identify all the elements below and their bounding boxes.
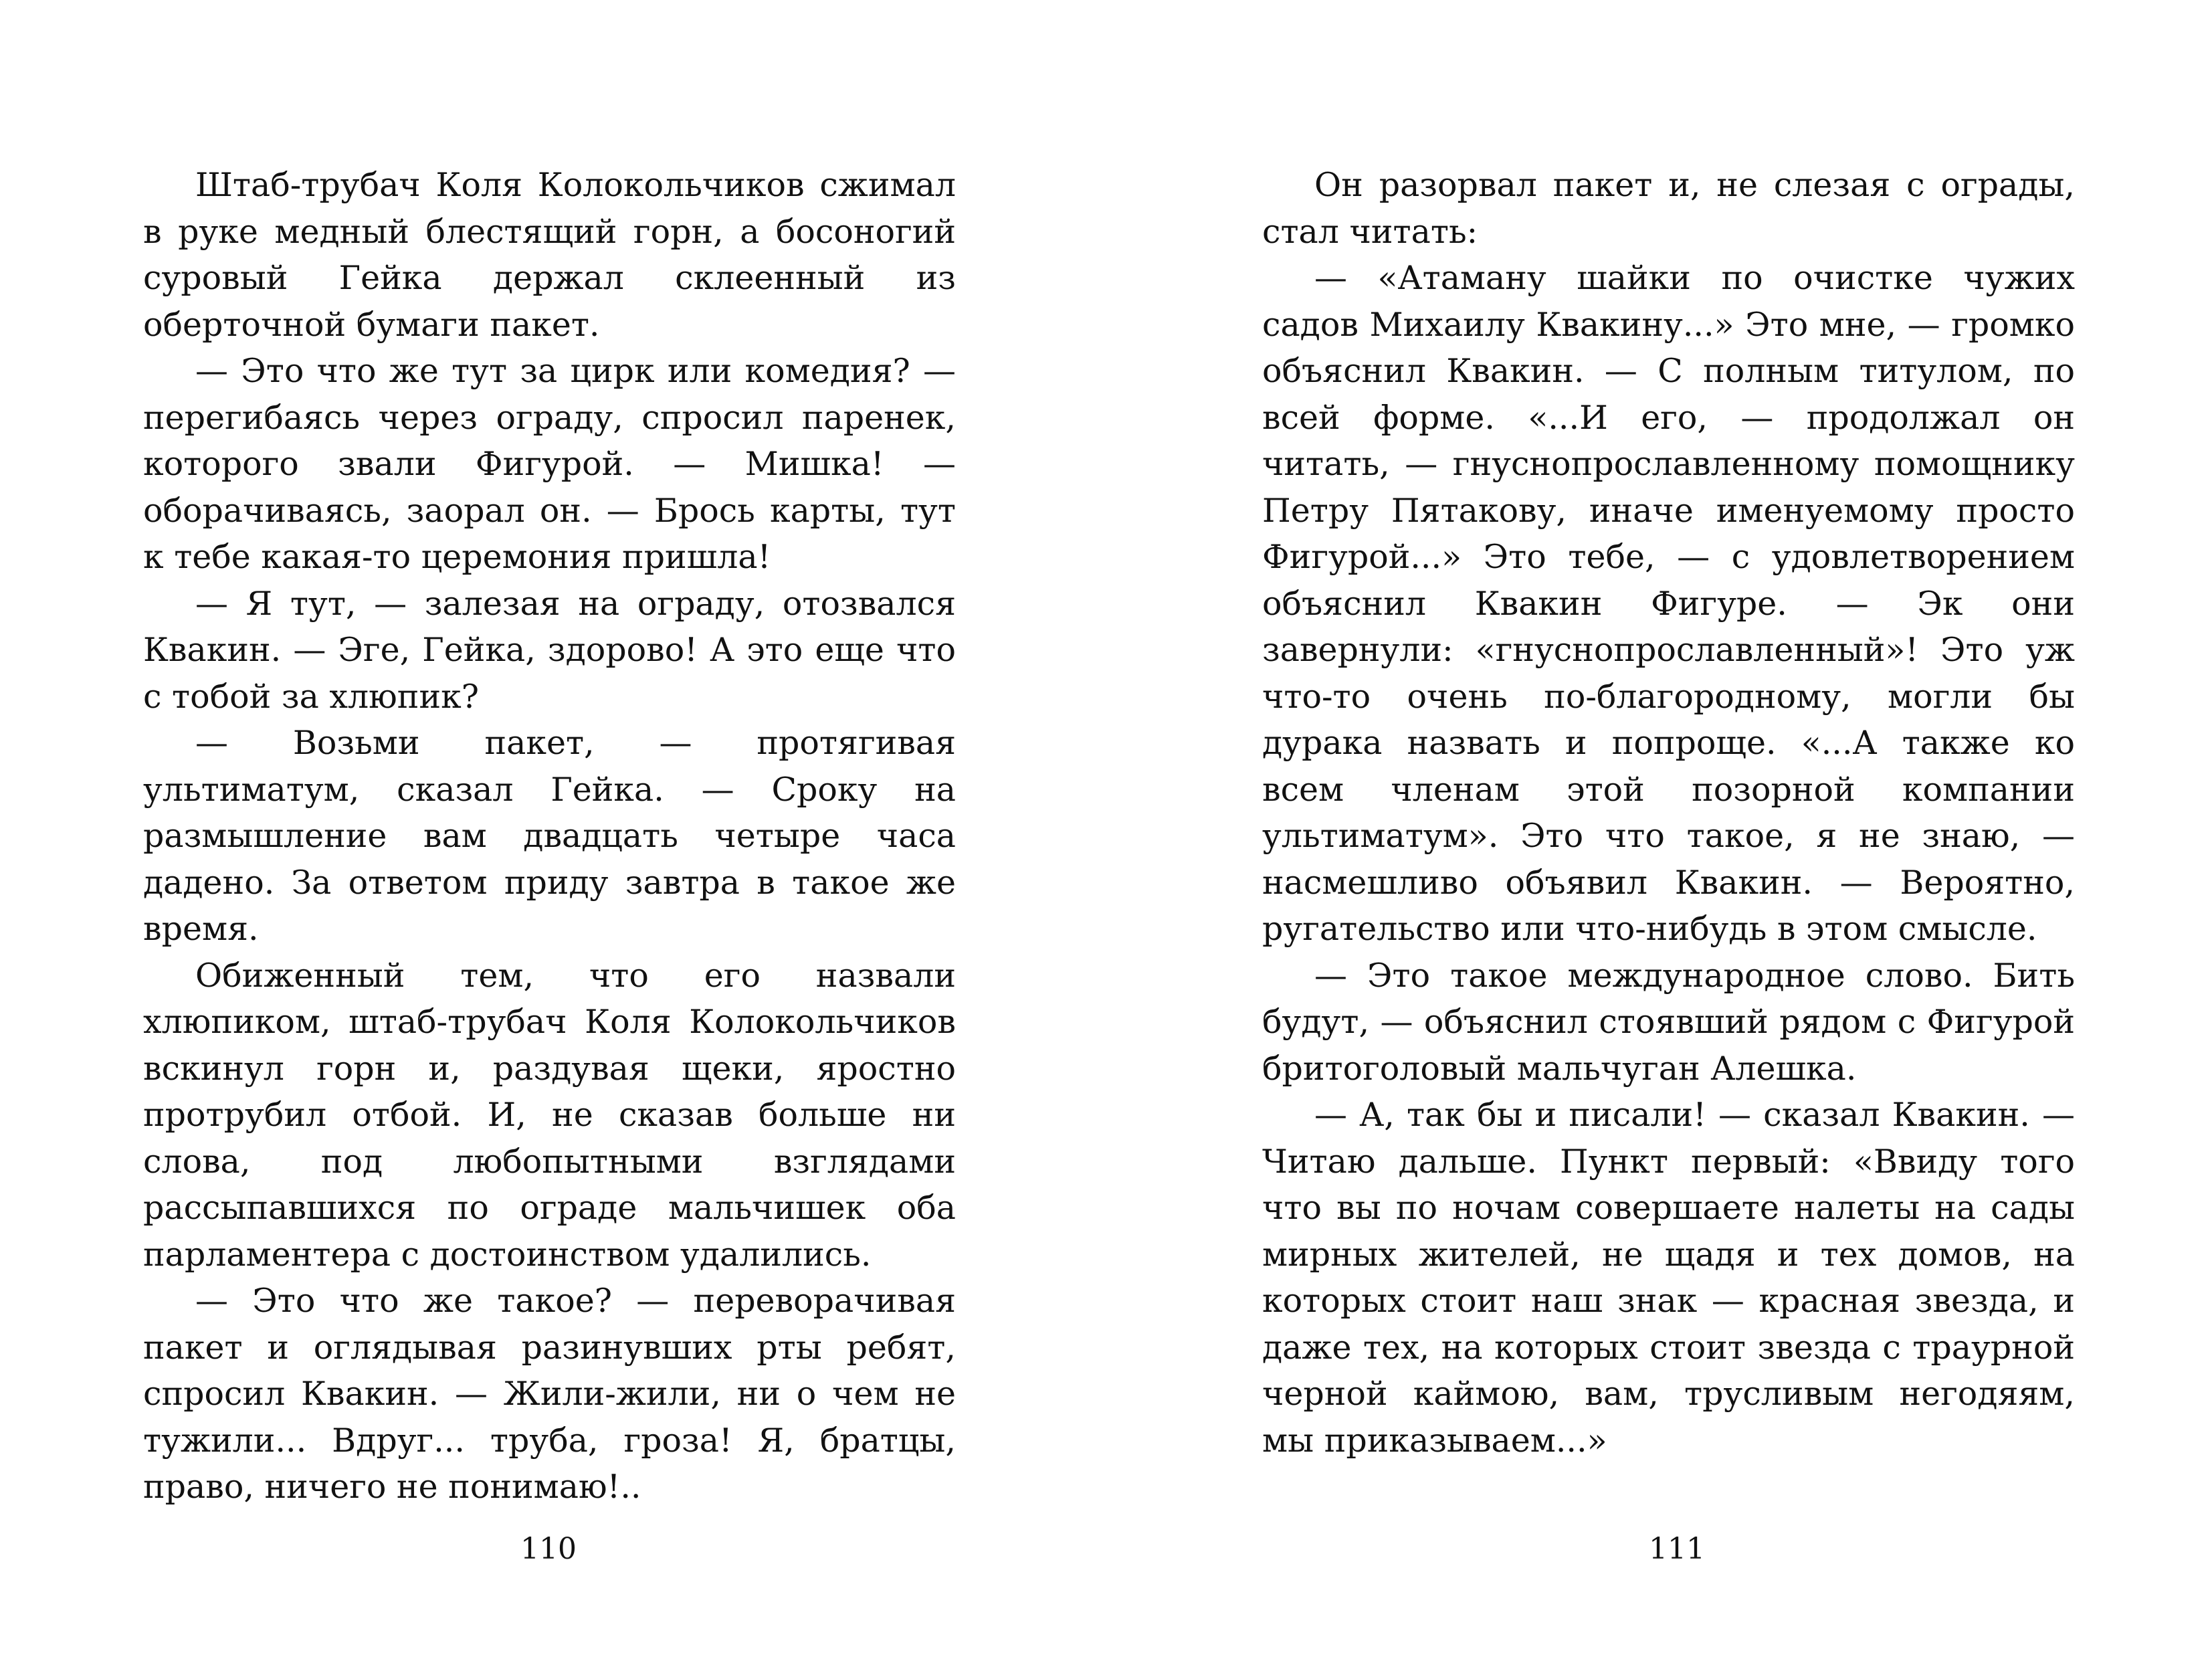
paragraph: — Это такое международное слово. Бить будут, — объяснил стоявший рядом с Фигурой бритоголовый мальчуган Алешка. [1262,956,2075,1088]
right-page [1108,0,2212,1659]
paragraph: — «Атаману шайки по очистке чужих садов Михаилу Квакину...» Это мне, — громко объяснил Квакин. — С полным титулом, по всей форме. «...И его, — продолжал он читать, — гнуснопрославленному помощнику Петру Пятакову, иначе именуемому просто Фигурой...» Это тебе, — с удовлетворением объяснил Квакин Фигуре. — Эк они завернули: «гнуснопрославленный»! Это уж что-то очень по-благородному, могли бы дурака назвать и попроще. «...А также ко всем членам этой позорной компании ультиматум». Это что такое, я не знаю, — насмешливо объявил Квакин. — Вероятно, ругательство или что-нибудь в этом смысле. [1262,259,2075,948]
paragraph: Штаб-трубач Коля Колокольчиков сжимал в руке медный блестящий горн, а босоногий суровый Гейка держал склеенный из оберточной бумаги пакет. [143,166,956,344]
paragraph: — Это что же тут за цирк или комедия? — перегибаясь через ограду, спросил паренек, которого звали Фигурой. — Мишка! — оборачиваясь, заорал он. — Брось карты, тут к тебе какая-то церемония пришла! [143,352,956,576]
page-number: 110 [520,1532,577,1566]
right-page-text [1262,162,2075,1464]
paragraph: Он разорвал пакет и, не слезая с ограды, стал читать: [1262,166,2075,251]
paragraph: — А, так бы и писали! — сказал Квакин. — Читаю дальше. Пункт первый: «Ввиду того что вы по ночам совершаете налеты на сады мирных жителей, не щадя и тех домов, на которых стоит наш знак — красная звезда, и даже тех, на которых стоит звезда с траурной черной каймою, вам, трусливым негодяям, мы приказываем...» [1262,1096,2075,1460]
left-page [0,0,1104,1659]
paragraph: Обиженный тем, что его назвали хлюпиком, штаб-трубач Коля Колокольчиков вскинул горн и, раздувая щеки, яростно протрубил отбой. И, не сказав больше ни слова, под любопытными взглядами рассыпавшихся по ограде мальчишек оба парламентера с достоинством удалились. [143,956,956,1274]
page-number: 111 [1649,1532,1705,1566]
paragraph: — Это что же такое? — переворачивая пакет и оглядывая разинувших рты ребят, спросил Квакин. — Жили-жили, ни о чем не тужили... Вдруг... труба, гроза! Я, братцы, право, ничего не понимаю!.. [143,1282,956,1506]
left-page-text [143,162,956,1510]
paragraph: — Возьми пакет, — протягивая ультиматум, сказал Гейка. — Сроку на размышление вам двадцать четыре часа дадено. За ответом приду завтра в такое же время. [143,724,956,948]
paragraph: — Я тут, — залезая на ограду, отозвался Квакин. — Эге, Гейка, здорово! А это еще что с тобой за хлюпик? [143,584,956,716]
